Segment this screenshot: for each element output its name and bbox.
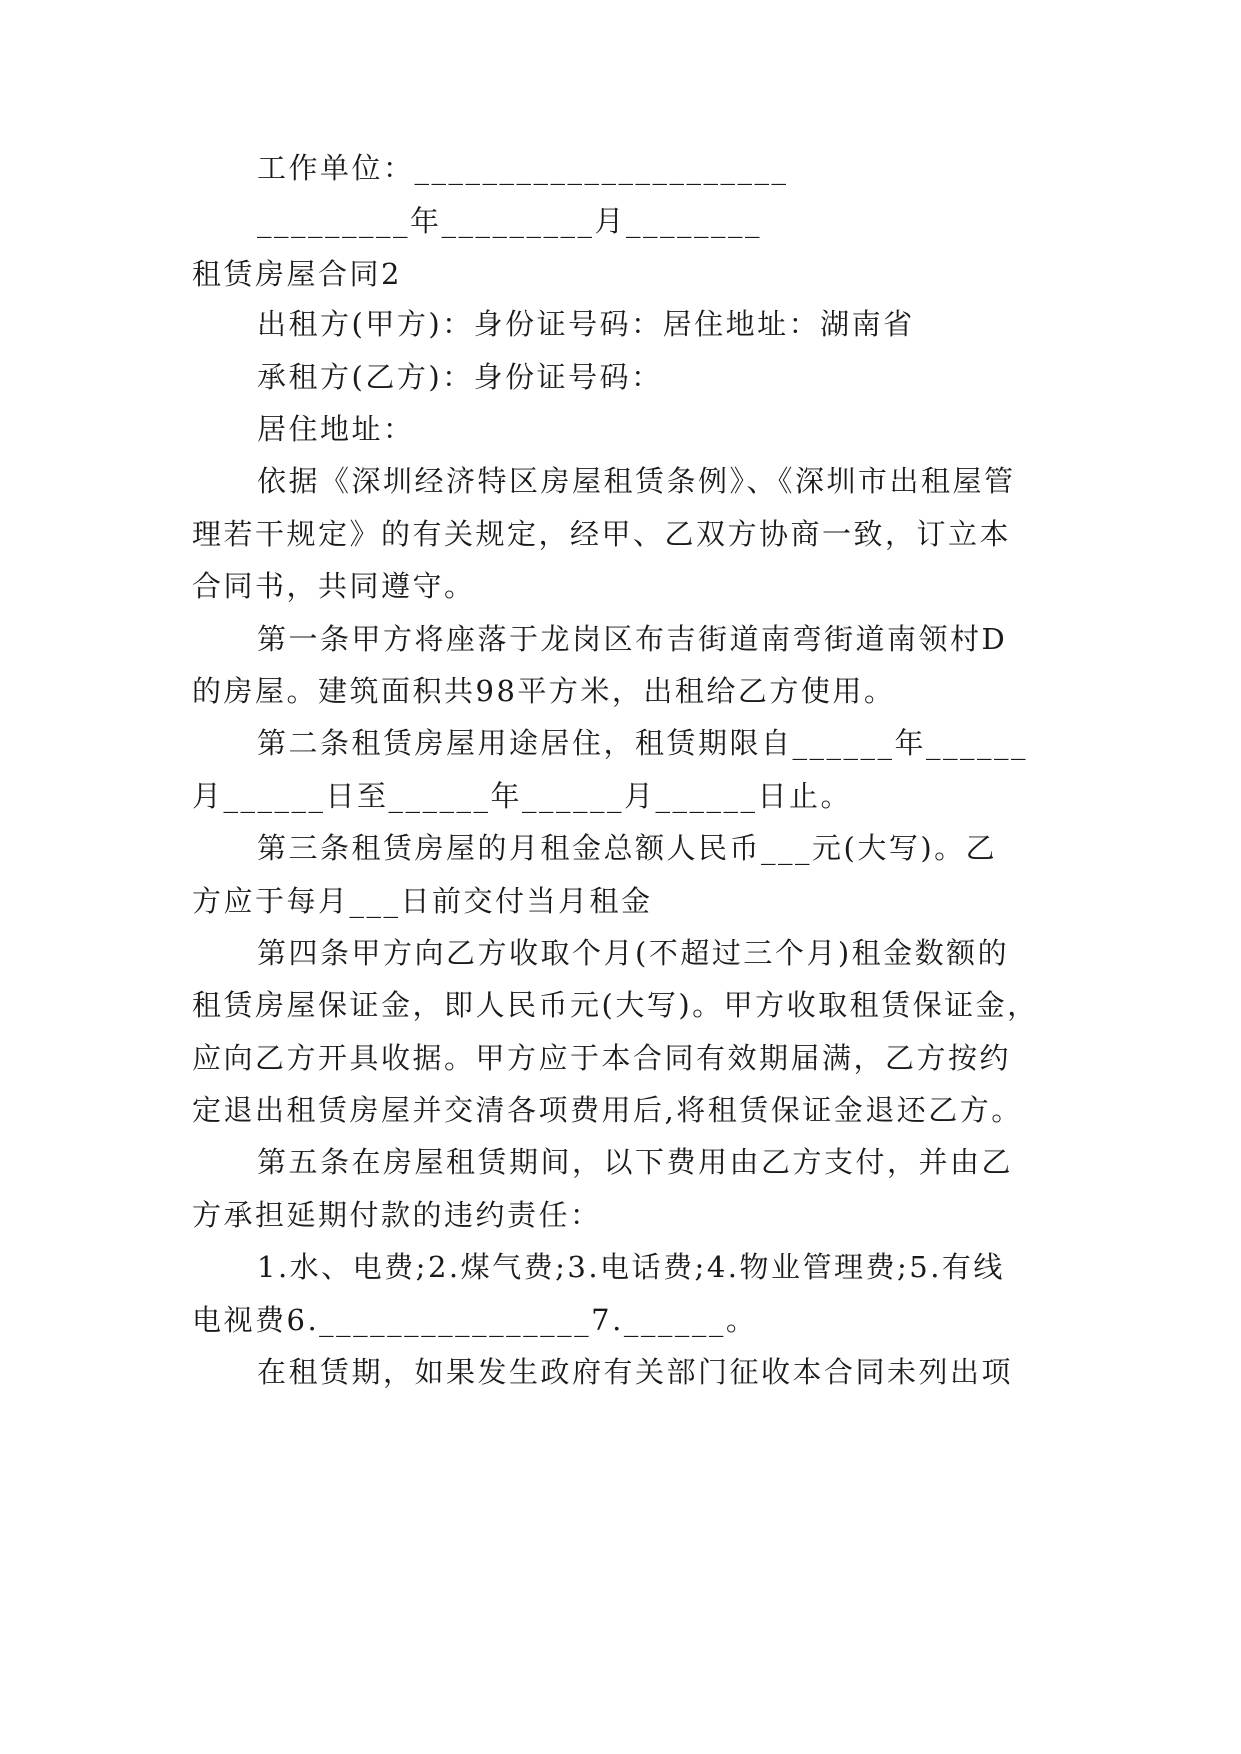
fees-list-line-2: 电视费6.________________7.______。 bbox=[192, 1303, 758, 1337]
article-2-line-2: 月______日至______年______月______日止。 bbox=[192, 779, 853, 813]
article-4-line-1: 第四条甲方向乙方收取个月(不超过三个月)租金数额的 bbox=[257, 936, 1010, 970]
article-3-line-1: 第三条租赁房屋的月租金总额人民币___元(大写)。乙 bbox=[257, 831, 998, 865]
work-unit-line: 工作单位：______________________ bbox=[257, 151, 789, 185]
article-4-line-2: 租赁房屋保证金，即人民币元(大写)。甲方收取租赁保证金， bbox=[192, 988, 1039, 1022]
preamble-line-2: 理若干规定》的有关规定，经甲、乙双方协商一致，订立本 bbox=[192, 517, 1012, 551]
article-2-line-1: 第二条租赁房屋用途居住，租赁期限自______年______ bbox=[257, 726, 1029, 760]
article-1-line-1: 第一条甲方将座落于龙岗区布吉街道南弯街道南领村D bbox=[257, 622, 1008, 656]
lessee-address-line: 居住地址： bbox=[257, 412, 415, 446]
article-4-line-3: 应向乙方开具收据。甲方应于本合同有效期届满，乙方按约 bbox=[192, 1041, 1012, 1075]
date-line: _________年_________月________ bbox=[257, 204, 763, 238]
preamble-line-3: 合同书，共同遵守。 bbox=[192, 569, 476, 603]
contract-title: 租赁房屋合同2 bbox=[192, 257, 402, 291]
article-4-line-4: 定退出租赁房屋并交清各项费用后,将租赁保证金退还乙方。 bbox=[192, 1093, 1023, 1127]
article-5-line-2: 方承担延期付款的违约责任： bbox=[192, 1198, 602, 1232]
lessor-line: 出租方(甲方)：身份证号码：居住地址：湖南省 bbox=[257, 307, 915, 341]
lessee-line: 承租方(乙方)：身份证号码： bbox=[257, 360, 663, 394]
fees-list-line-1: 1.水、电费;2.煤气费;3.电话费;4.物业管理费;5.有线 bbox=[257, 1250, 1005, 1284]
lease-period-line: 在租赁期，如果发生政府有关部门征收本合同未列出项 bbox=[257, 1355, 1014, 1389]
article-5-line-1: 第五条在房屋租赁期间，以下费用由乙方支付，并由乙 bbox=[257, 1145, 1014, 1179]
preamble-line-1: 依据《深圳经济特区房屋租赁条例》、《深圳市出租屋管 bbox=[257, 464, 1016, 498]
article-3-line-2: 方应于每月___日前交付当月租金 bbox=[192, 884, 653, 918]
article-1-line-2: 的房屋。建筑面积共98平方米，出租给乙方使用。 bbox=[192, 674, 896, 708]
